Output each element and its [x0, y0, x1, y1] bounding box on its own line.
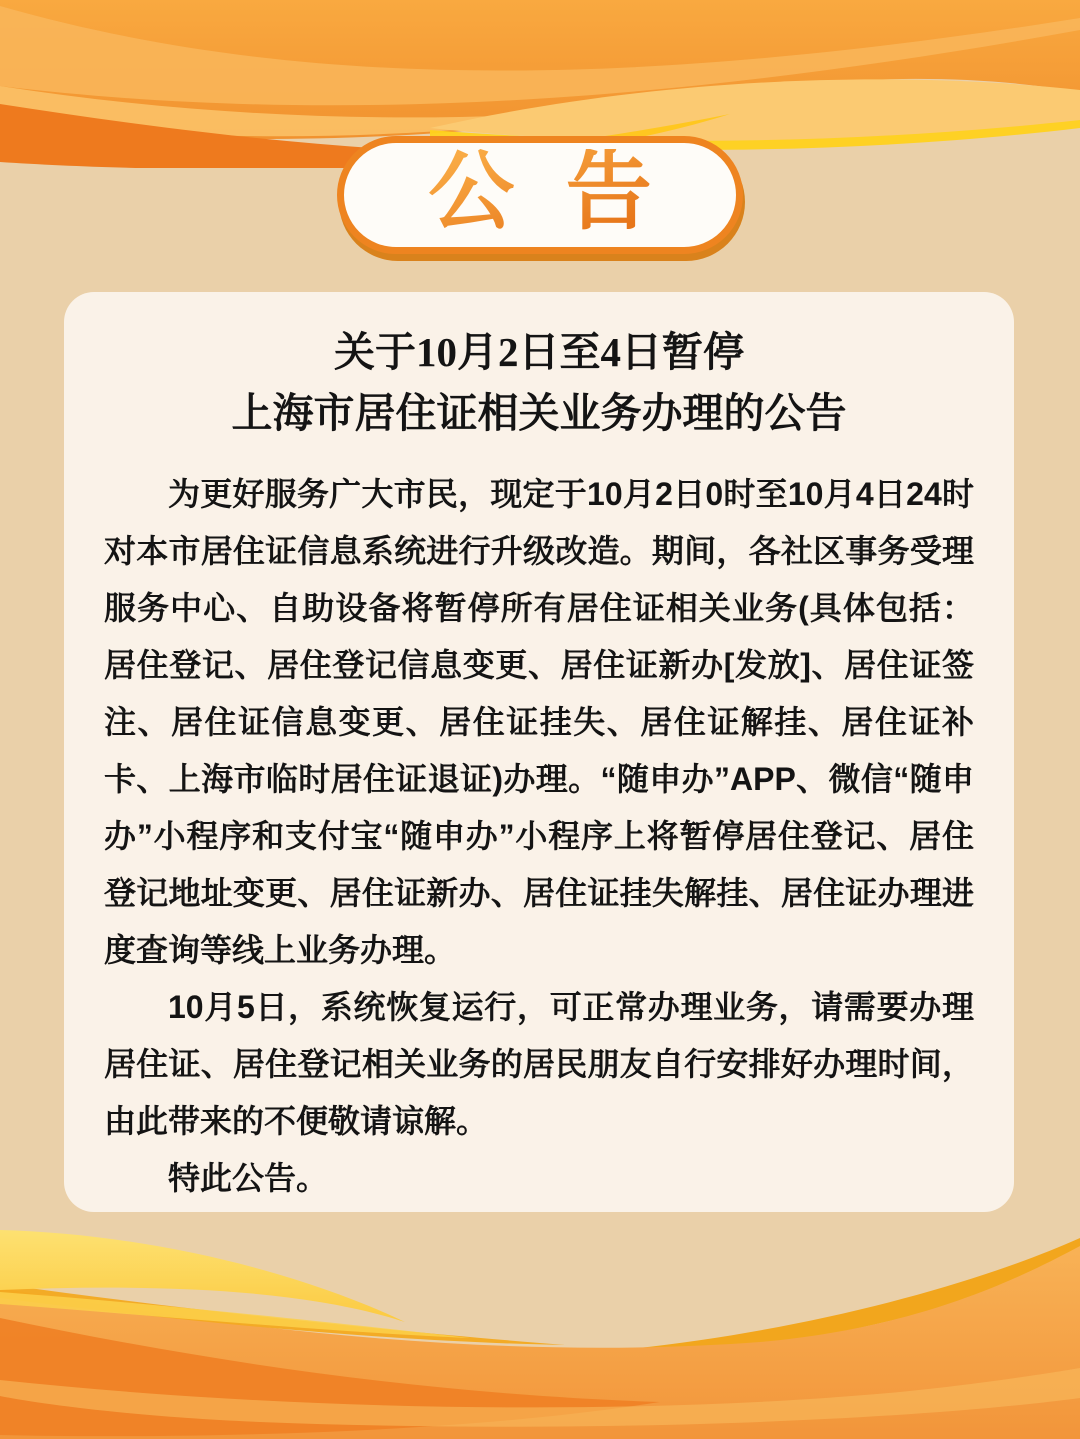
badge-label: 公 告: [428, 144, 652, 240]
title-line-1: 关于10月2日至4日暂停: [334, 329, 744, 375]
announcement-paragraph-3: 特此公告。: [168, 1160, 329, 1196]
announcement-title: [104, 322, 974, 444]
announcement-paragraph-2: 10月5日，系统恢复运行，可正常办理业务，请需要办理居住证、居住登记相关业务的居民朋友自行安排好办理时间，由此带来的不便敬请谅解。: [104, 989, 974, 1139]
bottom-wave-shapes: [0, 1230, 1080, 1439]
title-line-2: 上海市居住证相关业务办理的公告: [231, 390, 847, 436]
bottom-wave-decoration: [0, 1230, 1080, 1439]
announcement-card: [64, 292, 1014, 1212]
announcement-paragraph-1: 为更好服务广大市民，现定于10月2日0时至10月4日24时对本市居住证信息系统进行升级改造。期间，各社区事务受理服务中心、自助设备将暂停所有居住证相关业务(具体包括：居住登记、居住登记信息变更、居住证新办[发放]、居住证签注、居住证信息变更、居住证挂失、居住证解挂、居住证补卡、上海市临时居住证退证)办理。“随申办”APP、微信“随申办”小程序和支付宝“随申办”小程序上将暂停居住登记、居住登记地址变更、居住证新办、居住证挂失解挂、居住证办理进度查询等线上业务办理。: [104, 476, 974, 968]
announcement-badge: [337, 136, 743, 254]
